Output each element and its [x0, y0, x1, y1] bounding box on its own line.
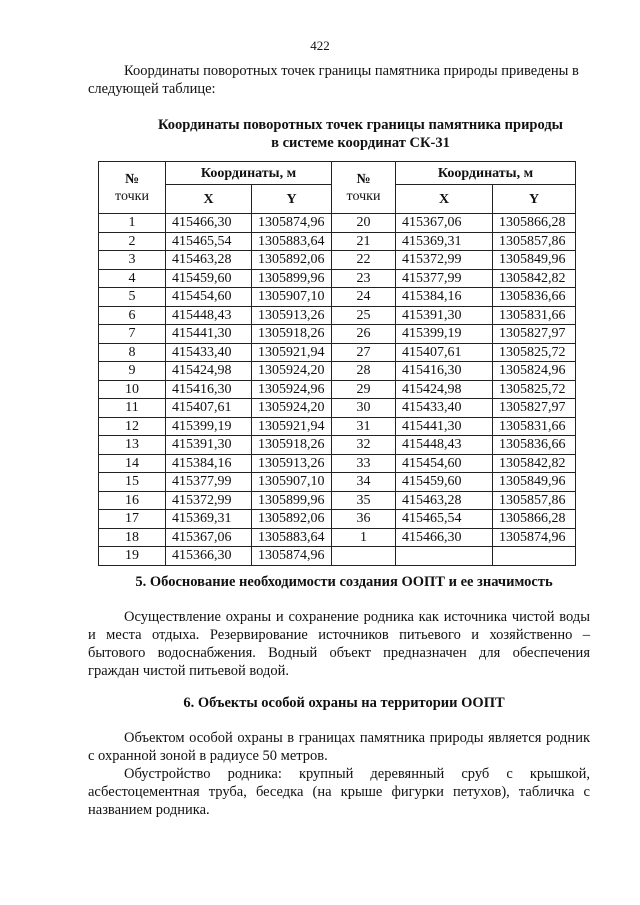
y-coordinate-cell: 1305836,66	[493, 436, 576, 455]
x-coordinate-cell: 415372,99	[396, 251, 493, 270]
point-number-cell: 24	[332, 288, 396, 307]
x-coordinate-cell: 415384,16	[166, 454, 252, 473]
y-coordinate-cell: 1305827,97	[493, 399, 576, 418]
y-coordinate-cell: 1305892,06	[252, 251, 332, 270]
header-coords-right: Координаты, м	[396, 162, 576, 185]
y-coordinate-cell: 1305866,28	[493, 510, 576, 529]
table-row	[99, 288, 576, 307]
point-number-cell: 20	[332, 214, 396, 233]
section-5-text: Осуществление охраны и сохранение родника как источника чистой воды и места отдыха. Резервирование источников питьевого и хозяйственно – бытового водоснабжения. Водный объект предназначен для обеспечения граждан чистой питьевой водой.	[88, 609, 590, 679]
point-number-cell: 29	[332, 380, 396, 399]
section-6-title: 6. Объекты особой охраны на территории ООПТ	[183, 695, 505, 711]
x-coordinate-cell: 415367,06	[396, 214, 493, 233]
y-coordinate-cell: 1305827,97	[493, 325, 576, 344]
y-coordinate-cell: 1305831,66	[493, 417, 576, 436]
point-number-cell: 4	[99, 269, 166, 288]
table-row	[99, 473, 576, 492]
page-number: 422	[310, 38, 330, 53]
table-row	[99, 399, 576, 418]
x-coordinate-cell: 415433,40	[166, 343, 252, 362]
x-coordinate-cell: 415441,30	[166, 325, 252, 344]
y-coordinate-cell: 1305913,26	[252, 306, 332, 325]
point-number-cell: 34	[332, 473, 396, 492]
x-coordinate-cell: 415384,16	[396, 288, 493, 307]
point-number-cell: 18	[99, 528, 166, 547]
y-coordinate-cell: 1305857,86	[493, 491, 576, 510]
section-5-title: 5. Обоснование необходимости создания ООПТ и ее значимость	[135, 574, 553, 590]
table-row	[99, 417, 576, 436]
point-number-cell: 19	[99, 547, 166, 566]
table-row	[99, 325, 576, 344]
point-number-cell: 15	[99, 473, 166, 492]
point-number-cell	[332, 547, 396, 566]
x-coordinate-cell: 415407,61	[166, 399, 252, 418]
x-coordinate-cell: 415424,98	[166, 362, 252, 381]
y-coordinate-cell: 1305924,96	[252, 380, 332, 399]
y-coordinate-cell: 1305899,96	[252, 491, 332, 510]
point-number-cell: 33	[332, 454, 396, 473]
x-coordinate-cell: 415459,60	[166, 269, 252, 288]
table-row	[99, 491, 576, 510]
y-coordinate-cell: 1305907,10	[252, 473, 332, 492]
y-coordinate-cell: 1305836,66	[493, 288, 576, 307]
y-coordinate-cell: 1305892,06	[252, 510, 332, 529]
x-coordinate-cell: 415448,43	[166, 306, 252, 325]
table-row	[99, 510, 576, 529]
point-number-cell: 7	[99, 325, 166, 344]
point-number-cell: 1	[332, 528, 396, 547]
x-coordinate-cell: 415433,40	[396, 399, 493, 418]
section-6-text-2: Обустройство родника: крупный деревянный сруб с крышкой, асбестоцементная труба, беседка (на крыше фигурки петухов), табличка с названием родника.	[88, 766, 590, 818]
y-coordinate-cell: 1305825,72	[493, 380, 576, 399]
point-number-cell: 5	[99, 288, 166, 307]
y-coordinate-cell: 1305857,86	[493, 232, 576, 251]
x-coordinate-cell: 415465,54	[396, 510, 493, 529]
y-coordinate-cell: 1305899,96	[252, 269, 332, 288]
x-coordinate-cell: 415407,61	[396, 343, 493, 362]
x-coordinate-cell: 415424,98	[396, 380, 493, 399]
x-coordinate-cell: 415377,99	[396, 269, 493, 288]
x-coordinate-cell: 415416,30	[396, 362, 493, 381]
point-number-cell: 1	[99, 214, 166, 233]
table-row	[99, 436, 576, 455]
x-coordinate-cell: 415463,28	[166, 251, 252, 270]
header-coords-left: Координаты, м	[166, 162, 332, 185]
y-coordinate-cell: 1305921,94	[252, 343, 332, 362]
header-point-number-left: № точки	[99, 162, 166, 214]
y-coordinate-cell: 1305918,26	[252, 325, 332, 344]
section-6-text-1: Объектом особой охраны в границах памятника природы является родник с охранной зоной в радиусе 50 метров.	[88, 730, 590, 764]
table-row	[99, 232, 576, 251]
x-coordinate-cell: 415466,30	[396, 528, 493, 547]
table-row	[99, 528, 576, 547]
x-coordinate-cell: 415391,30	[166, 436, 252, 455]
point-number-cell: 26	[332, 325, 396, 344]
y-coordinate-cell: 1305866,28	[493, 214, 576, 233]
header-y-right: Y	[493, 185, 576, 214]
point-number-cell: 12	[99, 417, 166, 436]
x-coordinate-cell: 415369,31	[166, 510, 252, 529]
header-y-left: Y	[252, 185, 332, 214]
table-row	[99, 547, 576, 566]
y-coordinate-cell: 1305831,66	[493, 306, 576, 325]
table-title-line-2: в системе координат СК-31	[271, 135, 450, 151]
x-coordinate-cell: 415441,30	[396, 417, 493, 436]
x-coordinate-cell: 415366,30	[166, 547, 252, 566]
point-number-cell: 8	[99, 343, 166, 362]
point-number-cell: 31	[332, 417, 396, 436]
coordinates-table	[98, 161, 576, 566]
x-coordinate-cell: 415448,43	[396, 436, 493, 455]
header-point-number-right: № точки	[332, 162, 396, 214]
table-row	[99, 251, 576, 270]
point-number-cell: 30	[332, 399, 396, 418]
y-coordinate-cell: 1305907,10	[252, 288, 332, 307]
y-coordinate-cell	[493, 547, 576, 566]
y-coordinate-cell: 1305825,72	[493, 343, 576, 362]
point-number-cell: 25	[332, 306, 396, 325]
table-row	[99, 380, 576, 399]
point-number-cell: 36	[332, 510, 396, 529]
y-coordinate-cell: 1305913,26	[252, 454, 332, 473]
x-coordinate-cell: 415377,99	[166, 473, 252, 492]
point-number-cell: 32	[332, 436, 396, 455]
table-row	[99, 269, 576, 288]
y-coordinate-cell: 1305883,64	[252, 232, 332, 251]
table-row	[99, 454, 576, 473]
point-number-cell: 13	[99, 436, 166, 455]
point-number-cell: 3	[99, 251, 166, 270]
y-coordinate-cell: 1305921,94	[252, 417, 332, 436]
x-coordinate-cell: 415466,30	[166, 214, 252, 233]
header-x-left: X	[166, 185, 252, 214]
x-coordinate-cell: 415465,54	[166, 232, 252, 251]
x-coordinate-cell: 415399,19	[166, 417, 252, 436]
y-coordinate-cell: 1305918,26	[252, 436, 332, 455]
x-coordinate-cell: 415391,30	[396, 306, 493, 325]
x-coordinate-cell: 415459,60	[396, 473, 493, 492]
y-coordinate-cell: 1305849,96	[493, 473, 576, 492]
y-coordinate-cell: 1305874,96	[493, 528, 576, 547]
header-x-right: X	[396, 185, 493, 214]
point-number-cell: 28	[332, 362, 396, 381]
x-coordinate-cell: 415454,60	[396, 454, 493, 473]
y-coordinate-cell: 1305824,96	[493, 362, 576, 381]
point-number-cell: 17	[99, 510, 166, 529]
y-coordinate-cell: 1305874,96	[252, 214, 332, 233]
table-title-line-1: Координаты поворотных точек границы памятника природы	[158, 117, 563, 133]
x-coordinate-cell: 415454,60	[166, 288, 252, 307]
y-coordinate-cell: 1305874,96	[252, 547, 332, 566]
point-number-cell: 11	[99, 399, 166, 418]
intro-paragraph: Координаты поворотных точек границы памятника природы приведены в следующей таблице:	[88, 63, 579, 97]
x-coordinate-cell	[396, 547, 493, 566]
point-number-cell: 27	[332, 343, 396, 362]
table-row	[99, 306, 576, 325]
point-number-cell: 35	[332, 491, 396, 510]
point-number-cell: 14	[99, 454, 166, 473]
table-row	[99, 214, 576, 233]
x-coordinate-cell: 415372,99	[166, 491, 252, 510]
x-coordinate-cell: 415463,28	[396, 491, 493, 510]
y-coordinate-cell: 1305924,20	[252, 362, 332, 381]
table-row	[99, 343, 576, 362]
point-number-cell: 9	[99, 362, 166, 381]
table-row	[99, 362, 576, 381]
y-coordinate-cell: 1305842,82	[493, 454, 576, 473]
point-number-cell: 16	[99, 491, 166, 510]
point-number-cell: 10	[99, 380, 166, 399]
point-number-cell: 6	[99, 306, 166, 325]
x-coordinate-cell: 415399,19	[396, 325, 493, 344]
table-title	[88, 116, 633, 152]
point-number-cell: 23	[332, 269, 396, 288]
x-coordinate-cell: 415369,31	[396, 232, 493, 251]
y-coordinate-cell: 1305883,64	[252, 528, 332, 547]
point-number-cell: 22	[332, 251, 396, 270]
x-coordinate-cell: 415416,30	[166, 380, 252, 399]
point-number-cell: 21	[332, 232, 396, 251]
y-coordinate-cell: 1305924,20	[252, 399, 332, 418]
x-coordinate-cell: 415367,06	[166, 528, 252, 547]
y-coordinate-cell: 1305842,82	[493, 269, 576, 288]
y-coordinate-cell: 1305849,96	[493, 251, 576, 270]
point-number-cell: 2	[99, 232, 166, 251]
